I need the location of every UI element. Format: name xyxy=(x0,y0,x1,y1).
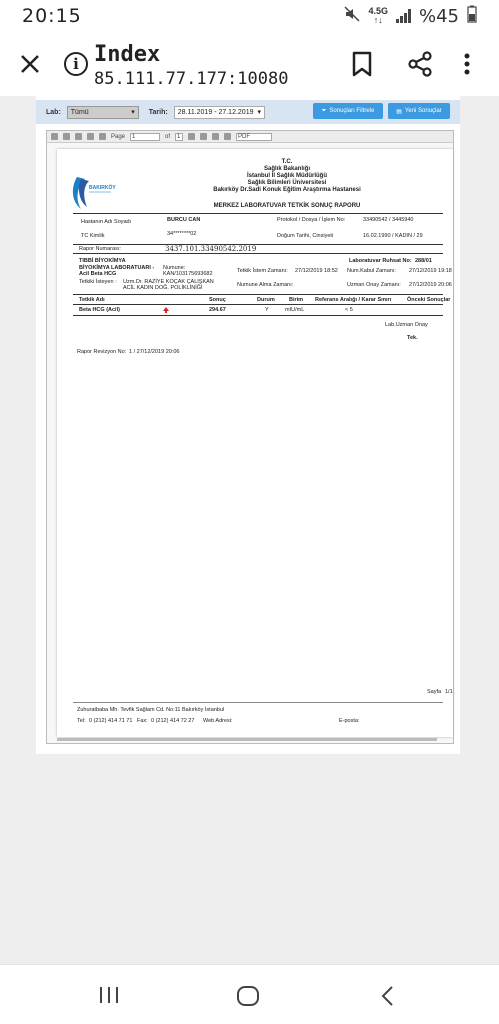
divider xyxy=(73,294,443,295)
tel-label: Tel: xyxy=(77,718,86,724)
network-type: 4.5G ↑↓ xyxy=(368,6,388,25)
accept-time-value: 27/12/2019 19:18 xyxy=(409,268,452,274)
bookmark-icon[interactable] xyxy=(350,50,374,78)
accept-time-label: Num.Kabul Zamanı: xyxy=(347,268,396,274)
date-label: Tarih: xyxy=(148,108,168,116)
lab-select[interactable]: Tümü ▾ xyxy=(67,106,139,119)
viewer-toolbar xyxy=(47,131,453,143)
close-icon[interactable] xyxy=(16,50,44,78)
patient-name-label: Hastanın Adı Soyadı xyxy=(81,219,132,225)
test-name: Beta HCG (Acil) xyxy=(79,307,120,313)
report-no-label: Rapor Numarası: xyxy=(79,246,121,252)
protocol-value: 33490542 / 3445940 xyxy=(363,217,414,223)
battery-icon xyxy=(467,5,477,28)
hospital-logo xyxy=(71,173,116,211)
status-time: 20:15 xyxy=(22,5,82,27)
email-label: E-posta: xyxy=(339,718,360,724)
export-format-select[interactable]: PDF xyxy=(236,133,272,141)
report-frame xyxy=(36,96,460,754)
revision-value: 1 / 27/12/2019 20:06 xyxy=(129,349,180,355)
requester-clinic: ACİL KADIN DOĞ. POLİKLİNİĞİ xyxy=(123,285,203,291)
fax-label: Fax: xyxy=(137,718,148,724)
fax-value: 0 (212) 414 72 27 xyxy=(151,718,195,724)
last-page-icon[interactable] xyxy=(200,133,207,140)
report-title: MERKEZ LABORATUVAR TETKİK SONUÇ RAPORU xyxy=(213,203,361,209)
toolbar-first-icon[interactable] xyxy=(51,133,58,140)
sample-time-label: Numune Alma Zamanı: xyxy=(237,282,294,288)
protocol-label: Protokol / Dosya / İşlem No: xyxy=(277,217,346,223)
svg-text:BAKIRKÖY: BAKIRKÖY xyxy=(89,185,116,191)
divider xyxy=(73,213,443,214)
divider xyxy=(73,702,443,703)
test-status: Y xyxy=(265,307,269,313)
department: TIBBİ BİYOKİMYA xyxy=(79,258,126,264)
sub-department-2: Acil Beta HCG xyxy=(79,271,117,277)
recent-apps-icon[interactable] xyxy=(98,985,120,1005)
filter-results-button[interactable]: ⏷ Sonuçları Filtrele xyxy=(313,103,383,119)
of-label: of xyxy=(165,133,171,140)
web-content xyxy=(0,96,499,964)
dropdown-arrow-icon: ▾ xyxy=(131,109,135,116)
approval-value: Tek. xyxy=(407,335,418,341)
approve-time-label: Uzman Onay Zamanı: xyxy=(347,282,401,288)
date-range-select[interactable]: 28.11.2019 - 27.12.2019 ▾ xyxy=(174,106,265,119)
next-page-icon[interactable] xyxy=(188,133,195,140)
browser-toolbar xyxy=(0,32,499,96)
requester-value: Uzm.Dr. RAZİYE KOÇAK ÇALIŞKAN xyxy=(123,279,214,285)
new-results-button[interactable]: ▤ Yeni Sonuçlar xyxy=(388,103,450,119)
requester-label: Tetkiki İsteyen : xyxy=(79,279,117,285)
system-nav-bar xyxy=(0,964,499,1024)
results-header: Durum xyxy=(257,297,275,303)
report-viewer xyxy=(46,130,454,744)
page-number-label: Sayfa xyxy=(427,689,442,695)
tel-value: 0 (212) 414 71 71 xyxy=(89,718,133,724)
arrow-stem xyxy=(165,310,167,313)
report-no-value: 3437.101.33490542.2019 xyxy=(165,245,257,253)
results-header: Önceki Sonuçlar xyxy=(407,297,451,303)
page-label: Page xyxy=(111,133,126,140)
divider xyxy=(73,315,443,316)
patient-name-value: BURCU CAN xyxy=(167,217,201,223)
license-value: 288/01 xyxy=(415,258,432,264)
test-result: 294.67 xyxy=(209,307,226,313)
more-icon[interactable] xyxy=(462,50,472,78)
results-header: Referans Aralığı / Karar Sınırı xyxy=(315,297,392,303)
request-time-label: Tetkik İstem Zamanı: xyxy=(237,268,288,274)
page-input[interactable]: 1 xyxy=(130,133,160,141)
test-reference: < 5 xyxy=(345,307,353,313)
of-value: 1 xyxy=(175,133,183,141)
report-page xyxy=(57,149,453,737)
prev-page-icon[interactable] xyxy=(99,133,106,140)
revision-label: Rapor Revizyon No: xyxy=(77,349,127,355)
page-number-value: 1/1 xyxy=(445,689,453,695)
birth-label: Doğum Tarihi, Cinsiyeti xyxy=(277,233,334,239)
export-icon[interactable] xyxy=(224,133,231,140)
tc-label: TC Kimlik xyxy=(81,233,105,239)
footer-address: Zuhuratbaba Mh. Tevfik Sağlam Cd. No:11 Bakırköy İstanbul xyxy=(77,707,225,713)
share-icon[interactable] xyxy=(406,50,434,78)
approve-time-value: 27/12/2019 20:06 xyxy=(409,282,452,288)
sample-label: Numune: xyxy=(163,265,186,271)
request-time-value: 27/12/2019 18:52 xyxy=(295,268,338,274)
license-label: Laboratuvar Ruhsat No: xyxy=(349,258,412,264)
results-header: Sonuç xyxy=(209,297,226,303)
results-header: Birim xyxy=(289,297,304,303)
test-unit: mIU/mL xyxy=(285,307,305,313)
save-icon[interactable] xyxy=(212,133,219,140)
info-icon[interactable]: i xyxy=(64,52,88,76)
status-icons xyxy=(344,5,477,28)
divider xyxy=(73,253,443,254)
filter-icon: ⏷ xyxy=(321,107,327,114)
filter-bar xyxy=(36,100,460,124)
sub-department: BİYOKİMYA LABORATUARI - xyxy=(79,265,155,271)
results-header: Tetkik Adı xyxy=(79,297,105,303)
tc-value: 34********02 xyxy=(167,231,197,237)
horizontal-scrollbar[interactable] xyxy=(57,738,437,741)
back-icon[interactable] xyxy=(378,985,398,1007)
birth-value: 16.02.1990 / KADIN / 29 xyxy=(363,233,423,239)
divider xyxy=(73,304,443,305)
print-icon[interactable] xyxy=(63,133,70,140)
approval-label: Lab.Uzman Onay xyxy=(385,322,428,328)
battery-level: %45 xyxy=(418,5,459,27)
report-header: T.C. Sağlık Bakanlığı İstanbul İl Sağlık Müdürlüğü Sağlık Bilimleri Üniversitesi Bakırköy Dr.Sadi Konuk Eğitim Araştırma Hastanesi xyxy=(213,159,361,193)
page-title-block xyxy=(94,42,288,89)
sample-value: KAN/103175693682 xyxy=(163,271,213,277)
lab-label: Lab: xyxy=(46,108,61,116)
divider xyxy=(73,244,443,245)
document-icon: ▤ xyxy=(396,108,402,115)
dropdown-arrow-icon: ▾ xyxy=(257,109,262,116)
find-icon[interactable] xyxy=(87,133,94,140)
signal-icon xyxy=(396,9,411,23)
page-title: Index xyxy=(94,42,161,67)
web-label: Web Adresi: xyxy=(203,718,233,724)
status-bar xyxy=(0,0,499,32)
mute-icon xyxy=(344,6,360,27)
home-icon[interactable] xyxy=(236,985,260,1007)
page-url[interactable]: 85.111.77.177:10080 xyxy=(94,69,289,89)
copy-icon[interactable] xyxy=(75,133,82,140)
